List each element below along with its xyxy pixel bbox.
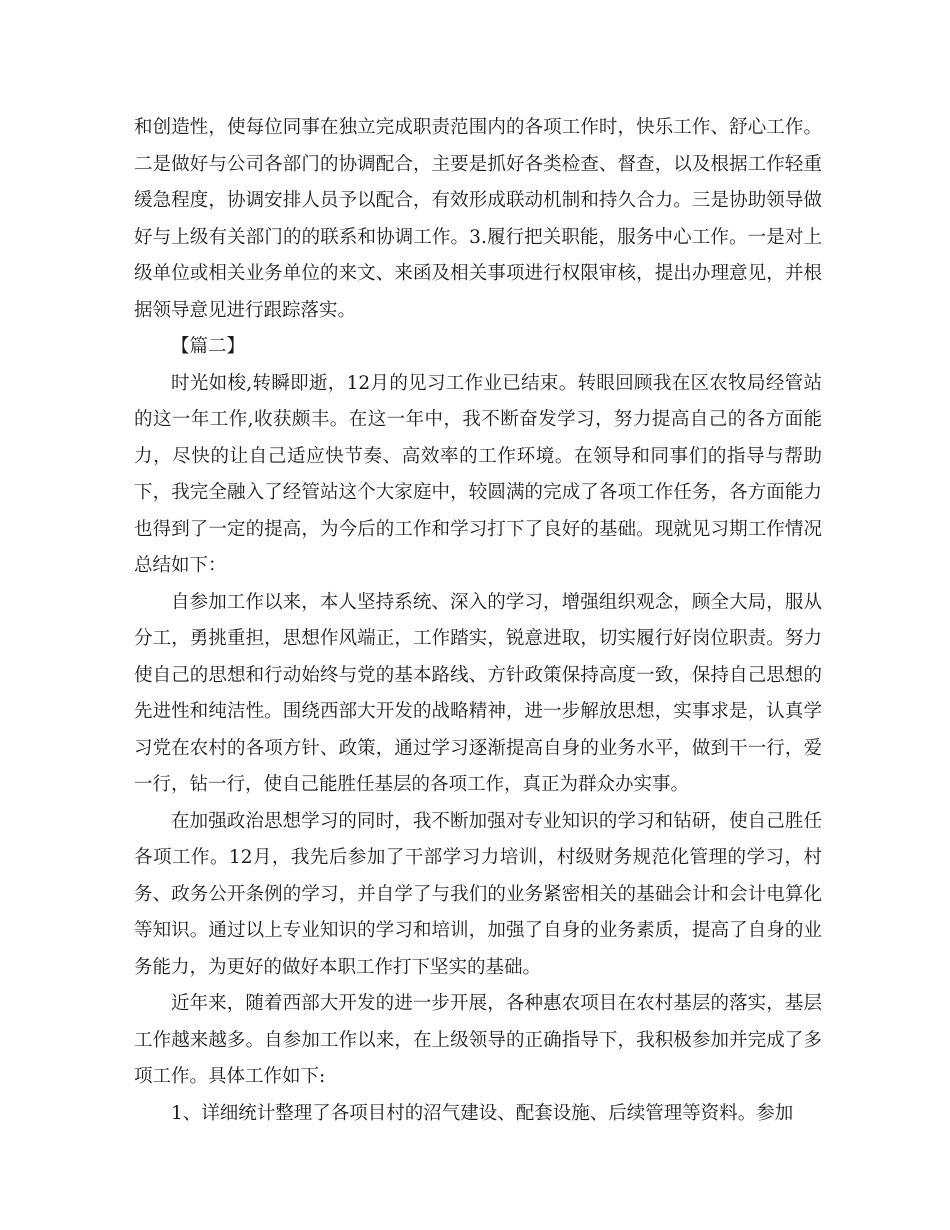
paragraph-intro: 时光如梭,转瞬即逝，12月的见习工作业已结束。转眼回顾我在区农牧局经管站的这一年工作,收获颇丰。在这一年中，我不断奋发学习，努力提高自己的各方面能力，尽快的让自己适应快节奏、高效率的工作环境。在领导和同事们的指导与帮助下，我完全融入了经管站这个大家庭中，较圆满的完成了各项工作任务，各方面能力也得到了一定的提高，为今后的工作和学习打下了良好的基础。现就见习期工作情况总结如下： [134, 372, 822, 576]
paragraph-study: 自参加工作以来，本人坚持系统、深入的学习，增强组织观念，顾全大局，服从分工，勇挑重担，思想作风端正，工作踏实，锐意进取，切实履行好岗位职责。努力使自己的思想和行动始终与党的基本路线、方针政策保持高度一致，保持自己思想的先进性和纯洁性。围绕西部大开发的战略精神，进一步解放思想，实事求是，认真学习党在农村的各项方针、政策，通过学习逐渐提高自身的业务水平，做到干一行，爱一行，钻一行，使自己能胜任基层的各项工作，真正为群众办实事。 [134, 591, 822, 795]
section-heading: 【篇二】 [171, 336, 246, 357]
paragraph-continuation: 和创造性，使每位同事在独立完成职责范围内的各项工作时，快乐工作、舒心工作。二是做好与公司各部门的协调配合，主要是抓好各类检查、督查，以及根据工作轻重缓急程度，协调安排人员予以配合，有效形成联动机制和持久合力。三是协助领导做好与上级有关部门的的联系和协调工作。3.履行把关职能，服务中心工作。一是对上级单位或相关业务单位的来文、来函及相关事项进行权限审核，提出办理意见，并根据领导意见进行跟踪落实。 [134, 117, 822, 321]
paragraph-professional-study: 在加强政治思想学习的同时，我不断加强对专业知识的学习和钻研，使自己胜任各项工作。12月，我先后参加了干部学习力培训，村级财务规范化管理的学习，村务、政务公开条例的学习，并自学了与我们的业务紧密相关的基础会计和会计电算化等知识。通过以上专业知识的学习和培训，加强了自身的业务素质，提高了自身的业务能力，为更好的做好本职工作打下坚实的基础。 [134, 810, 822, 978]
paragraph-work-overview: 近年来，随着西部大开发的进一步开展，各种惠农项目在农村基层的落实，基层工作越来越多。自参加工作以来，在上级领导的正确指导下，我积极参加并完成了多项工作。具体工作如下: [134, 993, 822, 1087]
paragraph-work-item-1: 1、详细统计整理了各项目村的沼气建设、配套设施、后续管理等资料。参加 [171, 1102, 794, 1124]
document-body [134, 110, 822, 1132]
